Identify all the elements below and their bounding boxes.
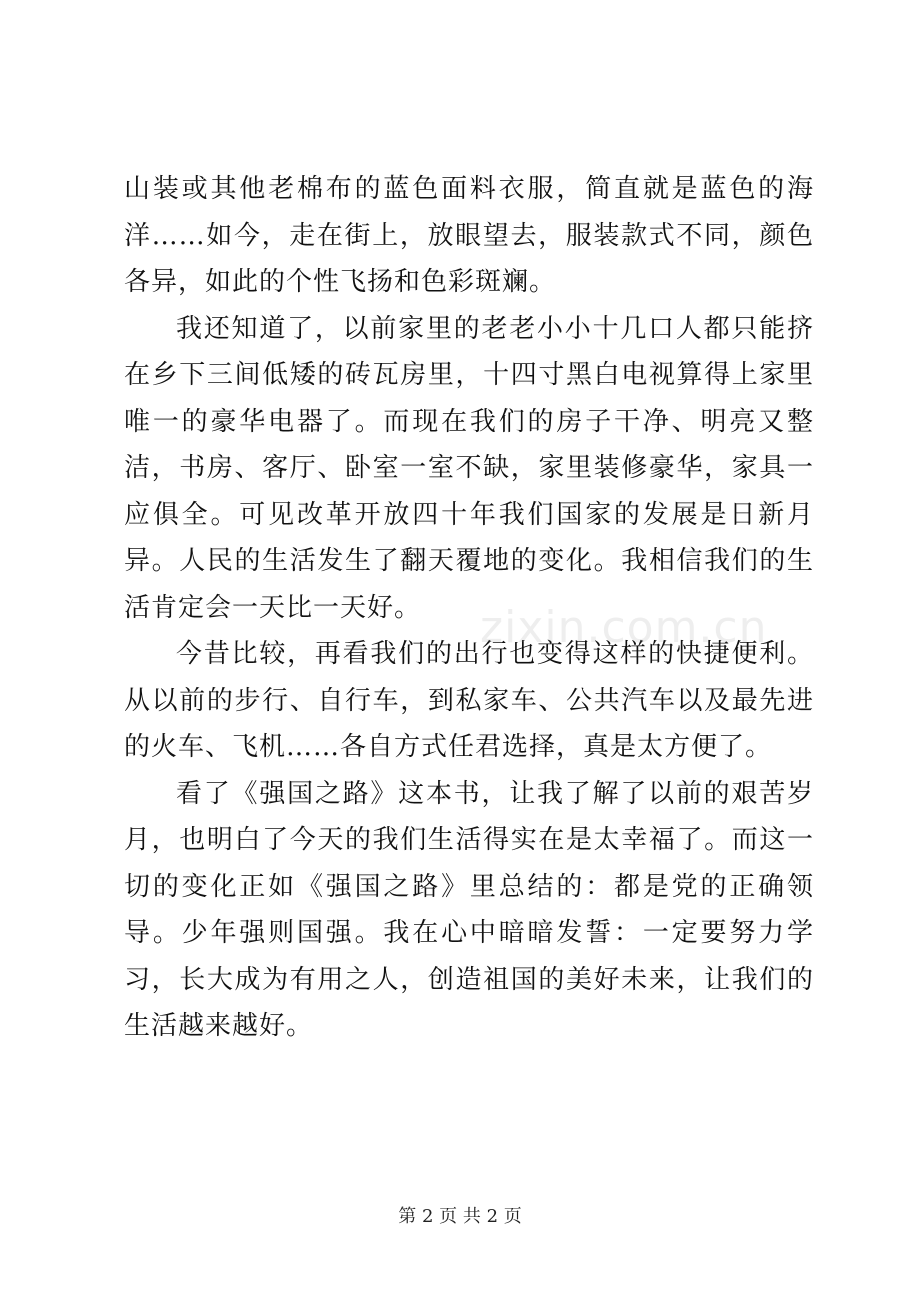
- paragraph-1: 山装或其他老棉布的蓝色面料衣服，简直就是蓝色的海洋……如今，走在街上，放眼望去，服装款式不同，颜色各异，如此的个性飞扬和色彩斑斓。: [124, 174, 814, 297]
- paragraph-3: 今昔比较，再看我们的出行也变得这样的快捷便利。从以前的步行、自行车，到私家车、公共汽车以及最先进的火车、飞机……各自方式任君选择，真是太方便了。: [124, 639, 814, 762]
- paragraph-2: 我还知道了，以前家里的老老小小十几口人都只能挤在乡下三间低矮的砖瓦房里，十四寸黑白电视算得上家里唯一的豪华电器了。而现在我们的房子干净、明亮又整洁，书房、客厅、卧室一室不缺，家里装修豪华，家具一应俱全。可见改革开放四十年我们国家的发展是日新月异。人民的生活发生了翻天覆地的变化。我相信我们的生活肯定会一天比一天好。: [124, 313, 814, 623]
- page-footer: 第 2 页 共 2 页: [398, 1206, 522, 1227]
- watermark: zixin.com.cn: [480, 602, 768, 653]
- paragraph-4: 看了《强国之路》这本书，让我了解了以前的艰苦岁月，也明白了今天的我们生活得实在是太幸福了。而这一切的变化正如《强国之路》里总结的：都是党的正确领导。少年强则国强。我在心中暗暗发誓：一定要努力学习，长大成为有用之人，创造祖国的美好未来，让我们的生活越来越好。: [124, 778, 814, 1041]
